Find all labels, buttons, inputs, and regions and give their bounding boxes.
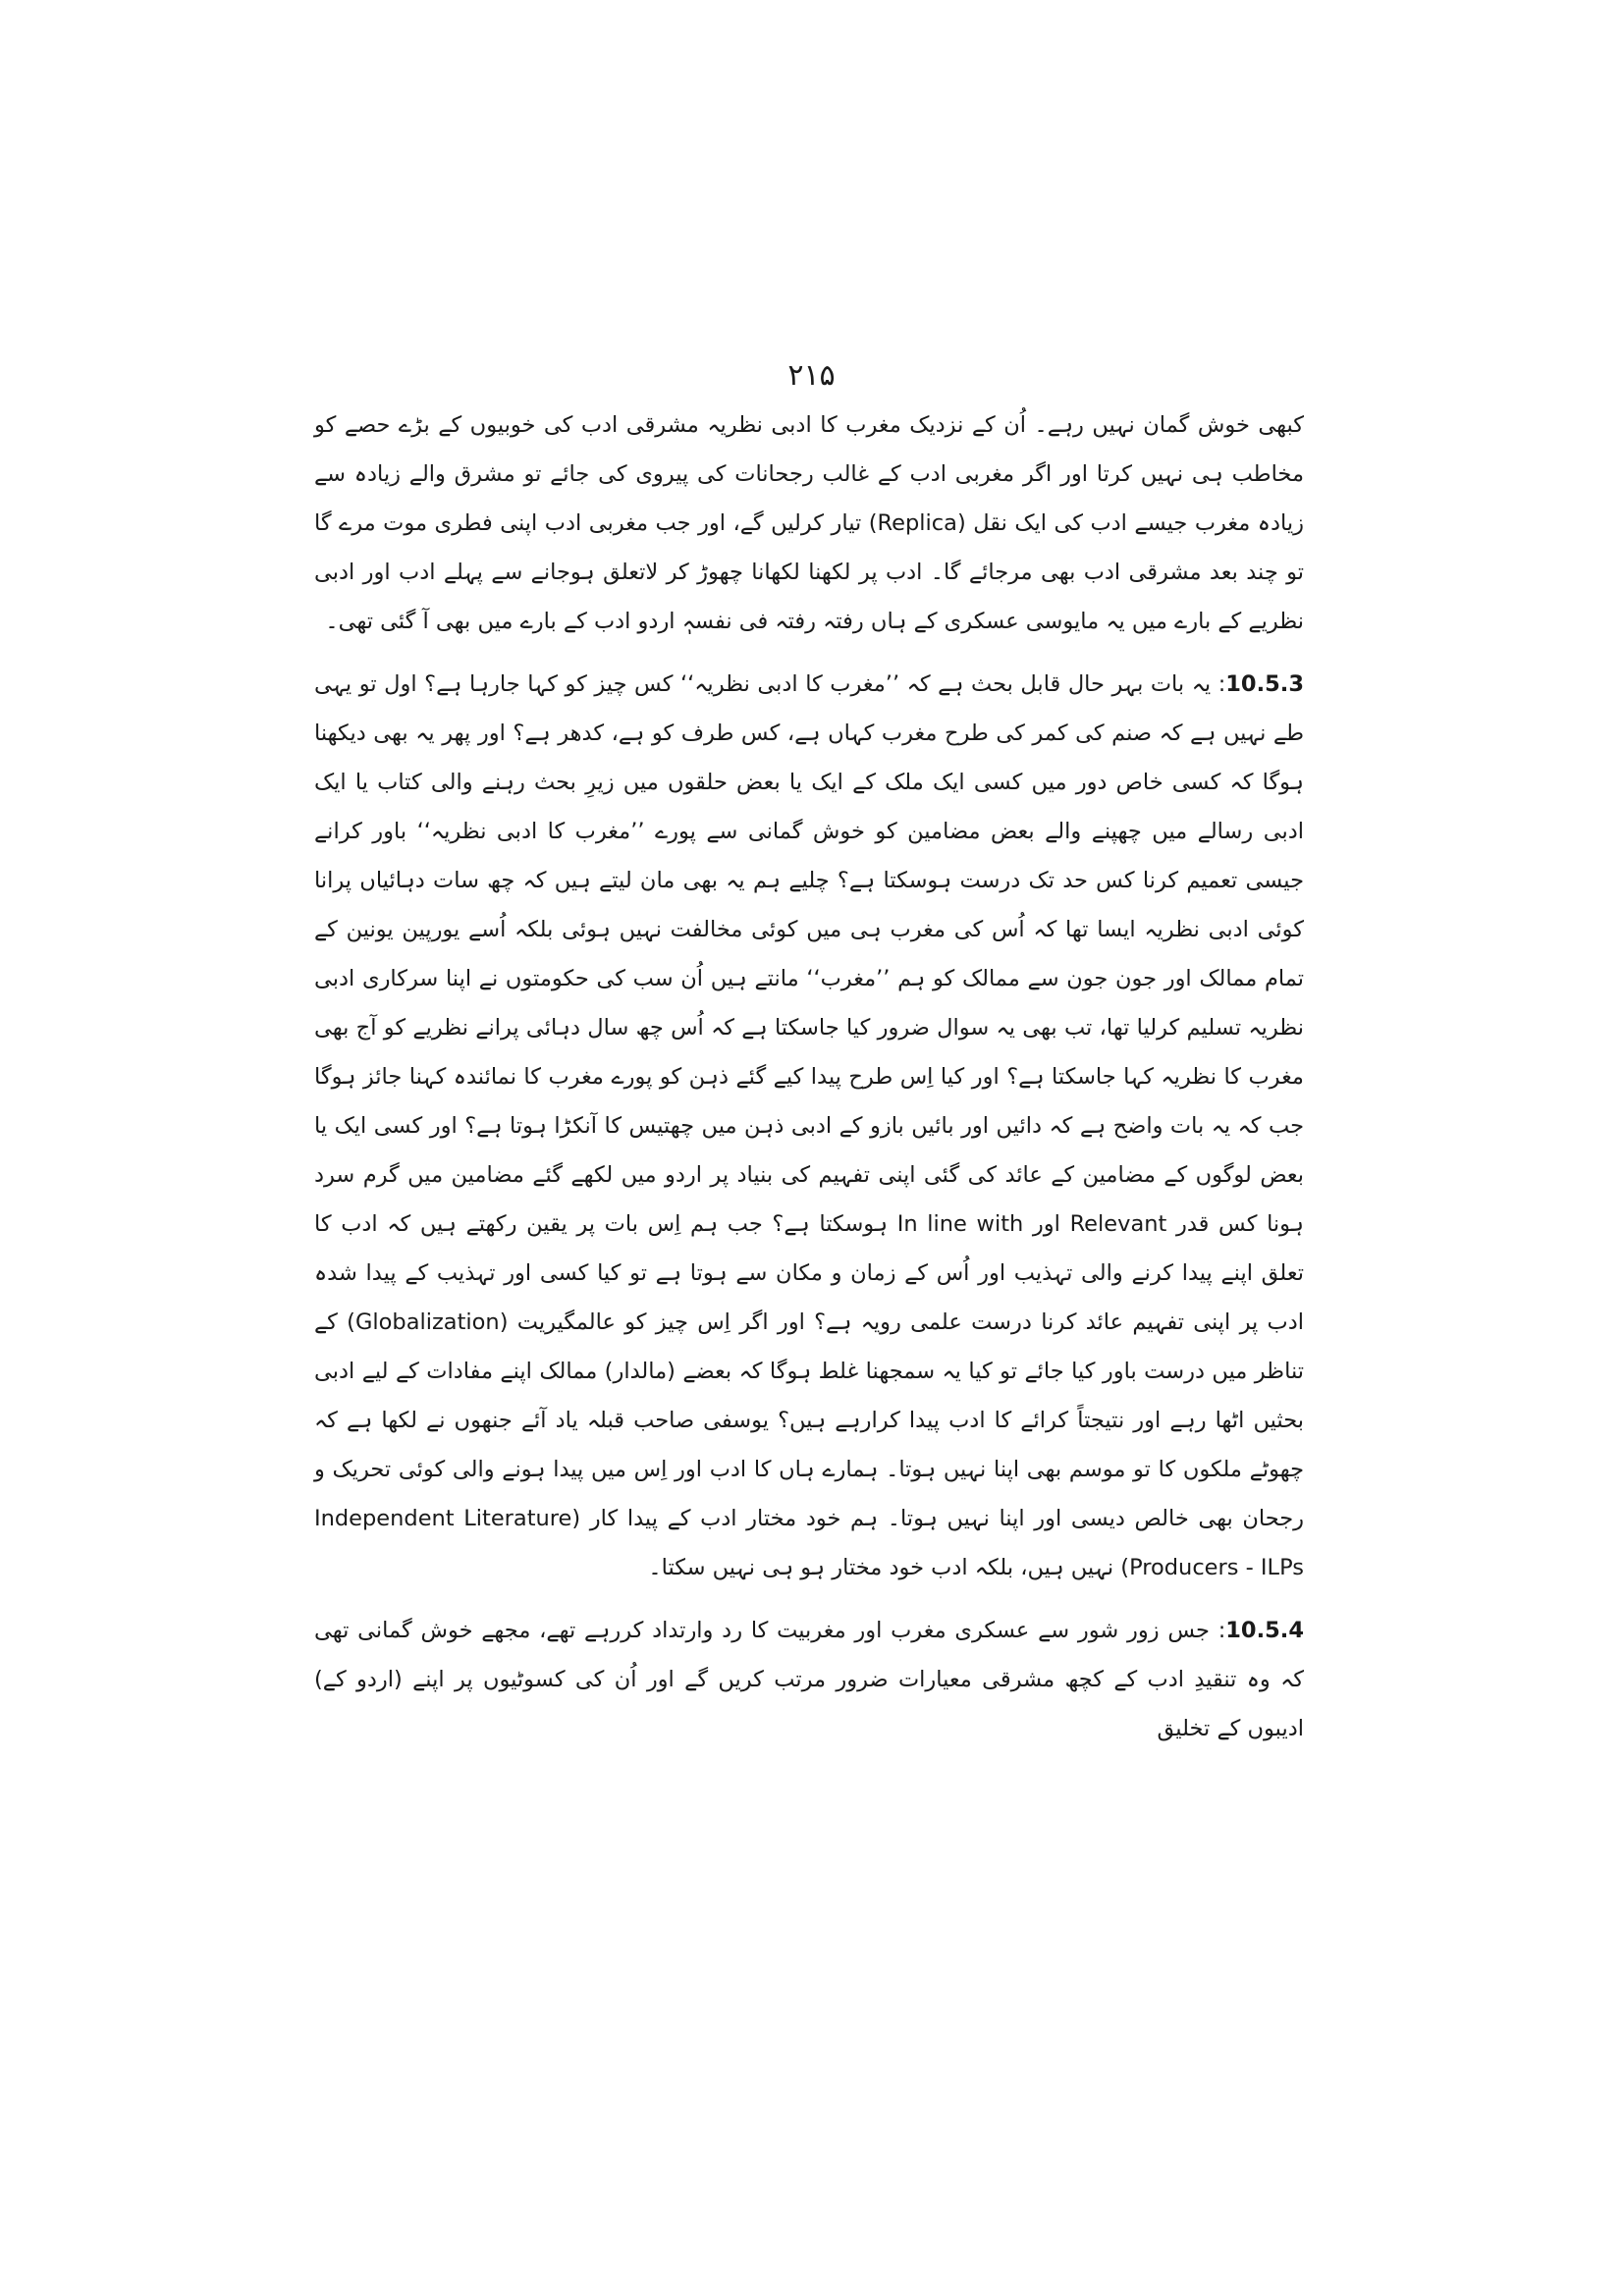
document-body xyxy=(314,400,1304,1753)
section-number: 10.5.4 xyxy=(1225,1618,1304,1643)
paragraph-continued xyxy=(314,400,1304,646)
page-number: ۲۱۵ xyxy=(787,358,836,393)
paragraph-10-5-4 xyxy=(314,1606,1304,1753)
paragraph-text: کبھی خوش گمان نہیں رہے۔ اُن کے نزدیک مغرب کا ادبی نظریہ مشرقی ادب کی خوبیوں کے بڑے حصے کو مخاطب ہی نہیں کرتا اور اگر مغربی ادب کے غالب رجحانات کی پیروی کی جائے تو مشرق والے زیادہ سے زیادہ مغرب جیسے ادب کی ایک نقل (Replica) تیار کرلیں گے، اور جب مغربی ادب اپنی فطری موت مرے گا تو چند بعد مشرقی ادب بھی مرجائے گا۔ ادب پر لکھنا لکھانا چھوڑ کر لاتعلق ہوجانے سے پہلے ادب اور ادبی نظریے کے بارے میں یہ مایوسی عسکری کے ہاں رفتہ رفتہ فی نفسہٖ اردو ادب کے بارے میں بھی آ گئی تھی۔ xyxy=(314,412,1304,634)
paragraph-text: : یہ بات بہر حال قابل بحث ہے کہ ’’مغرب کا ادبی نظریہ‘‘ کس چیز کو کہا جارہا ہے؟ اول تو یہی طے نہیں ہے کہ صنم کی کمر کی طرح مغرب کہاں ہے، کس طرف کو ہے، کدھر ہے؟ اور پھر یہ بھی دیکھنا ہوگا کہ کسی خاص دور میں کسی ایک ملک کے ایک یا بعض حلقوں میں زیرِ بحث رہنے والی کتاب یا ایک ادبی رسالے میں چھپنے والے بعض مضامین کو خوش گمانی سے پورے ’’مغرب کا ادبی نظریہ‘‘ باور کرانے جیسی تعمیم کرنا کس حد تک درست ہوسکتا ہے؟ چلیے ہم یہ بھی مان لیتے ہیں کہ چھ سات دہائیاں پرانا کوئی ادبی نظریہ ایسا تھا کہ اُس کی مغرب ہی میں کوئی مخالفت نہیں ہوئی بلکہ اُسے یورپین یونین کے تمام ممالک اور جون جون سے ممالک کو ہم ’’مغرب‘‘ مانتے ہیں اُن سب کی حکومتوں نے اپنا سرکاری ادبی نظریہ تسلیم کرلیا تھا، تب بھی یہ سوال ضرور کیا جاسکتا ہے کہ اُس چھ سال دہائی پرانے نظریے کو آج بھی مغرب کا نظریہ کہا جاسکتا ہے؟ اور کیا اِس طرح پیدا کیے گئے ذہن کو پورے مغرب کا نمائندہ کہنا جائز ہوگا جب کہ یہ بات واضح ہے کہ دائیں اور بائیں بازو کے ادبی ذہن میں چھتیس کا آنکڑا ہوتا ہے؟ اور کسی ایک یا بعض لوگوں کے مضامین کے عائد کی گئی اپنی تفہیم کی بنیاد پر اردو میں لکھے گئے مضامین میں گرم سرد ہونا کس قدر Relevant اور In line with ہوسکتا ہے؟ جب ہم اِس بات پر یقین رکھتے ہیں کہ ادب کا تعلق اپنے پیدا کرنے والی تہذیب اور اُس کے زمان و مکان سے ہوتا ہے تو کیا کسی اور تہذیب کے پیدا شدہ ادب پر اپنی تفہیم عائد کرنا درست علمی رویہ ہے؟ اور اگر اِس چیز کو عالمگیریت (Globalization) کے تناظر میں درست باور کیا جائے تو کیا یہ سمجھنا غلط ہوگا کہ بعضے (مالدار) ممالک اپنے مفادات کے لیے ادبی بحثیں اٹھا رہے اور نتیجتاً کرائے کا ادب پیدا کرارہے ہیں؟ یوسفی صاحب قبلہ یاد آئے جنھوں نے لکھا ہے کہ چھوٹے ملکوں کا تو موسم بھی اپنا نہیں ہوتا۔ ہمارے ہاں کا ادب اور اِس میں پیدا ہونے والی کوئی تحریک و رجحان بھی خالص دیسی اور اپنا نہیں ہوتا۔ ہم خود مختار ادب کے پیدا کار (Independent Literature Producers - ILPs) نہیں ہیں، بلکہ ادب خود مختار ہو ہی نہیں سکتا۔ xyxy=(314,671,1305,1580)
paragraph-10-5-3 xyxy=(314,660,1304,1592)
paragraph-text: : جس زور شور سے عسکری مغرب اور مغربیت کا رد وارتداد کررہے تھے، مجھے خوش گمانی تھی کہ وہ تنقیدِ ادب کے کچھ مشرقی معیارات ضرور مرتب کریں گے اور اُن کی کسوٹیوں پر اپنے (اردو کے) ادیبوں کے تخلیق xyxy=(314,1618,1304,1741)
section-number: 10.5.3 xyxy=(1225,671,1304,697)
